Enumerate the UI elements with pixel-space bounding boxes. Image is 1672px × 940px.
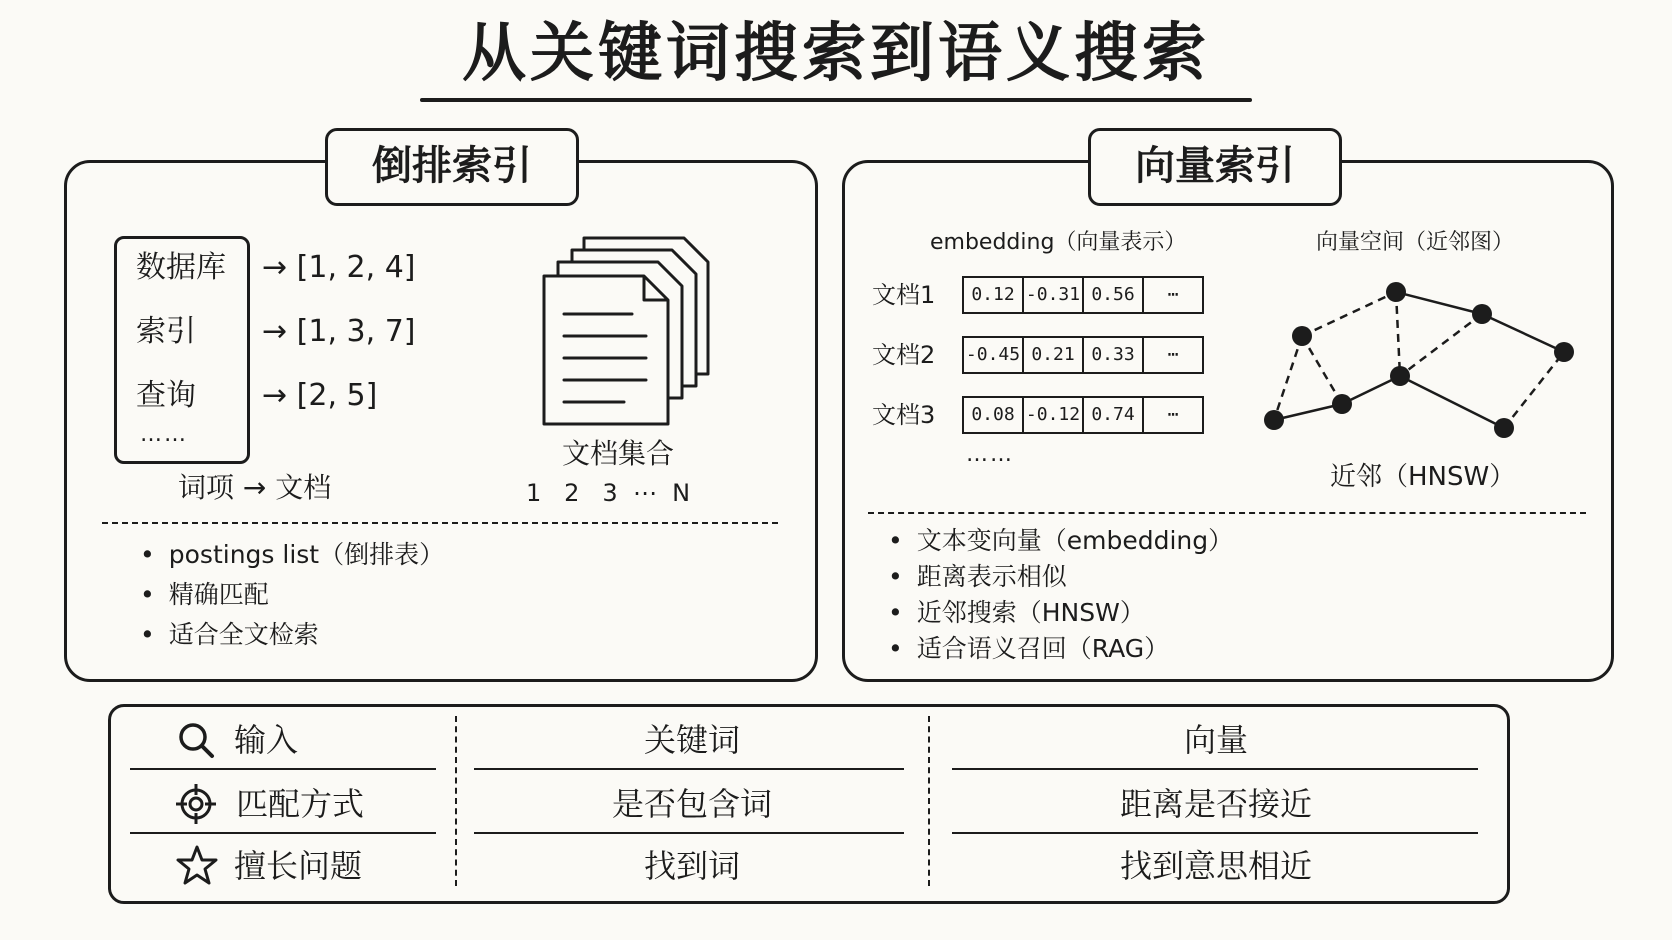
vector-value: 0.33: [1084, 338, 1144, 372]
document-numbers: 1 2 3 ⋯ N: [526, 479, 691, 507]
embedding-row-label-2: 文档2: [872, 341, 936, 369]
vector-bullet-2: • 距离表示相似: [888, 560, 1067, 594]
star-icon: [176, 844, 218, 886]
postings-index: → [1, 3, 7]: [262, 314, 416, 349]
embedding-vector-2: [962, 336, 1204, 374]
row-label-strength: 擅长问题: [234, 847, 363, 885]
vector-index-divider: [868, 512, 1586, 514]
keyword-strength: 找到词: [643, 847, 740, 885]
graph-edge: [1396, 292, 1400, 376]
vector-value: 0.21: [1024, 338, 1084, 372]
document-collection-caption: 文档集合: [562, 437, 675, 470]
table-column-divider-2: [928, 716, 930, 886]
embedding-row-label-1: 文档1: [872, 281, 936, 309]
graph-edge: [1274, 336, 1302, 420]
vector-value: 0.56: [1084, 278, 1144, 312]
vector-value: ⋯: [1167, 284, 1179, 305]
vector-index-tab: 向量索引: [1088, 128, 1342, 206]
graph-node: [1386, 282, 1406, 302]
graph-edge: [1302, 336, 1342, 404]
graph-node: [1494, 418, 1514, 438]
target-icon: [174, 782, 218, 826]
graph-node: [1390, 366, 1410, 386]
term-index: 索引: [136, 314, 196, 349]
vector-matching: 距离是否接近: [1119, 785, 1312, 823]
graph-node: [1554, 342, 1574, 362]
graph-node: [1332, 394, 1352, 414]
table-row-rule: [952, 768, 1478, 770]
keyword-matching: 是否包含词: [611, 785, 772, 823]
document-stack-icon: [528, 232, 728, 432]
embedding-ellipsis: ……: [966, 442, 1014, 467]
vector-bullet-3: • 近邻搜索（HNSW）: [888, 596, 1145, 630]
search-icon: [176, 720, 216, 760]
graph-node: [1264, 410, 1284, 430]
term-to-doc-caption: 词项 → 文档: [178, 471, 332, 504]
vector-bullet-4: • 适合语义召回（RAG）: [888, 632, 1169, 666]
vector-value: -0.12: [1024, 398, 1084, 432]
vector-strength: 找到意思相近: [1119, 847, 1312, 885]
graph-node: [1292, 326, 1312, 346]
table-column-divider-1: [455, 716, 457, 886]
vector-bullet-1: • 文本变向量（embedding）: [888, 524, 1233, 558]
page-title: 从关键词搜索到语义搜索: [462, 17, 1210, 91]
vector-value: -0.45: [964, 338, 1024, 372]
graph-edge: [1396, 292, 1482, 314]
graph-edge: [1302, 292, 1396, 336]
row-label-matching: 匹配方式: [236, 785, 365, 823]
keyword-input: 关键词: [643, 721, 740, 759]
vector-value: 0.08: [964, 398, 1024, 432]
row-label-input: 输入: [234, 721, 299, 759]
title-underline: [420, 98, 1252, 102]
graph-edge: [1482, 314, 1564, 352]
embedding-vector-3: [962, 396, 1204, 434]
embedding-caption: embedding（向量表示）: [930, 230, 1187, 255]
inverted-index-tab: 倒排索引: [325, 128, 579, 206]
inverted-bullet-3: • 适合全文检索: [140, 618, 319, 652]
vector-input: 向量: [1183, 721, 1248, 759]
term-ellipsis: ……: [140, 422, 188, 447]
graph-edge: [1274, 404, 1342, 420]
inverted-bullet-2: • 精确匹配: [140, 578, 269, 612]
term-query: 查询: [136, 378, 196, 413]
embedding-vector-1: [962, 276, 1204, 314]
vector-value: 0.12: [964, 278, 1024, 312]
graph-edge: [1400, 314, 1482, 376]
inverted-bullet-1: • postings list（倒排表）: [140, 538, 444, 572]
vector-value: -0.31: [1024, 278, 1084, 312]
table-row-rule: [130, 768, 436, 770]
term-database: 数据库: [136, 250, 226, 285]
vector-value: 0.74: [1084, 398, 1144, 432]
table-row-rule: [474, 832, 904, 834]
graph-node: [1472, 304, 1492, 324]
vector-space-caption: 向量空间（近邻图）: [1316, 230, 1515, 255]
postings-query: → [2, 5]: [262, 378, 378, 413]
hnsw-graph: [1256, 280, 1586, 450]
table-row-rule: [474, 768, 904, 770]
graph-edge: [1504, 352, 1564, 428]
inverted-index-divider: [102, 522, 778, 524]
postings-database: → [1, 2, 4]: [262, 250, 416, 285]
graph-edge: [1400, 376, 1504, 428]
vector-value: ⋯: [1167, 404, 1179, 425]
hnsw-caption: 近邻（HNSW）: [1330, 462, 1516, 492]
table-row-rule: [130, 832, 436, 834]
vector-value: ⋯: [1167, 344, 1179, 365]
embedding-row-label-3: 文档3: [872, 401, 936, 429]
table-row-rule: [952, 832, 1478, 834]
